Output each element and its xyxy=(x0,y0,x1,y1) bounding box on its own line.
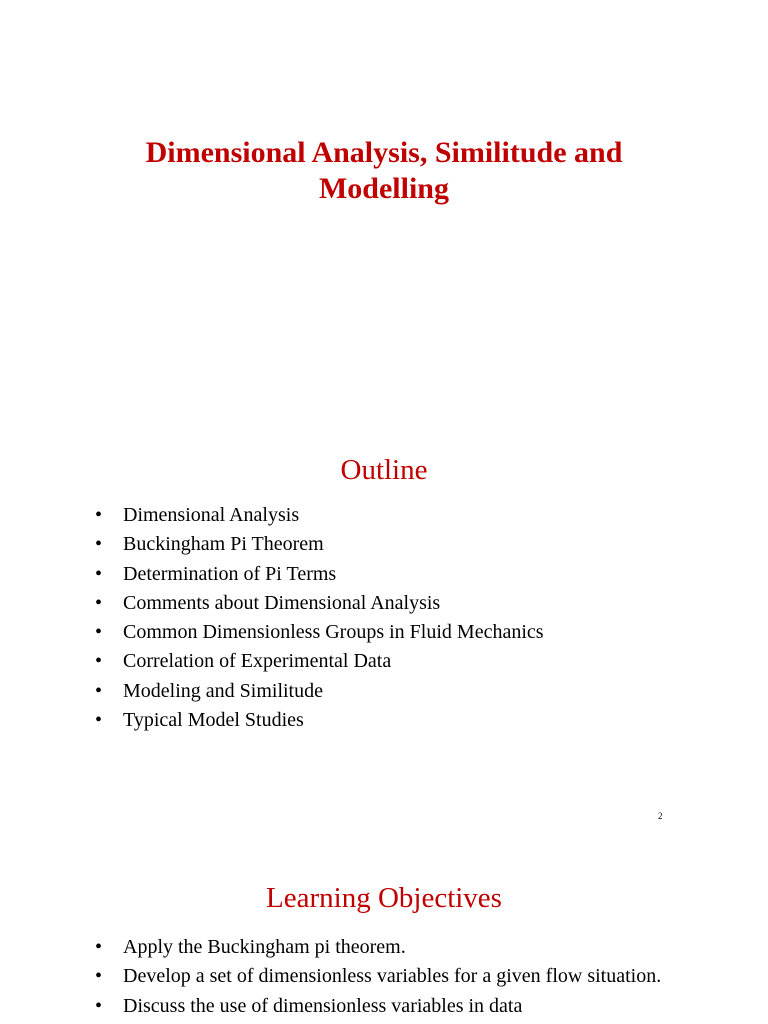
outline-list xyxy=(95,501,695,735)
page-number: 2 xyxy=(658,811,663,821)
outline-item-text: Correlation of Experimental Data xyxy=(123,650,392,673)
bullet-icon: • xyxy=(95,504,103,526)
bullet-icon: • xyxy=(95,621,103,644)
list-item xyxy=(95,992,695,1021)
document-title: Dimensional Analysis, Similitude and Modelling xyxy=(145,136,623,205)
learning-objectives-heading: Learning Objectives xyxy=(266,882,502,914)
outline-item-text: Common Dimensionless Groups in Fluid Mechanics xyxy=(123,621,544,644)
list-item xyxy=(95,933,695,962)
bullet-icon: • xyxy=(95,965,103,988)
objective-item-text: Apply the Buckingham pi theorem. xyxy=(123,936,406,958)
outline-heading: Outline xyxy=(340,454,428,486)
outline-item-text: Comments about Dimensional Analysis xyxy=(123,591,441,614)
bullet-icon: • xyxy=(95,650,103,673)
list-item xyxy=(95,530,695,559)
bullet-icon: • xyxy=(95,709,103,732)
list-item xyxy=(95,560,695,589)
bullet-icon: • xyxy=(95,994,103,1017)
list-item xyxy=(95,501,695,530)
list-item xyxy=(95,647,695,676)
bullet-icon: • xyxy=(95,679,103,702)
objective-item-text: Develop a set of dimensionless variables for a given flow situation. xyxy=(123,965,662,988)
bullet-icon: • xyxy=(95,533,103,556)
bullet-icon: • xyxy=(95,562,103,585)
outline-item-text: Determination of Pi Terms xyxy=(123,562,337,585)
bullet-icon: • xyxy=(95,591,103,614)
outline-item-text: Buckingham Pi Theorem xyxy=(123,533,324,556)
list-item xyxy=(95,618,695,647)
outline-item-text: Modeling and Similitude xyxy=(123,679,323,702)
list-item xyxy=(95,589,695,618)
objectives-list xyxy=(95,933,695,1021)
outline-item-text: Typical Model Studies xyxy=(123,709,304,732)
list-item xyxy=(95,706,695,735)
list-item xyxy=(95,677,695,706)
list-item xyxy=(95,962,695,991)
bullet-icon: • xyxy=(95,936,103,958)
outline-item-text: Dimensional Analysis xyxy=(123,504,300,526)
objective-item-text: Discuss the use of dimensionless variables in data xyxy=(123,994,523,1017)
